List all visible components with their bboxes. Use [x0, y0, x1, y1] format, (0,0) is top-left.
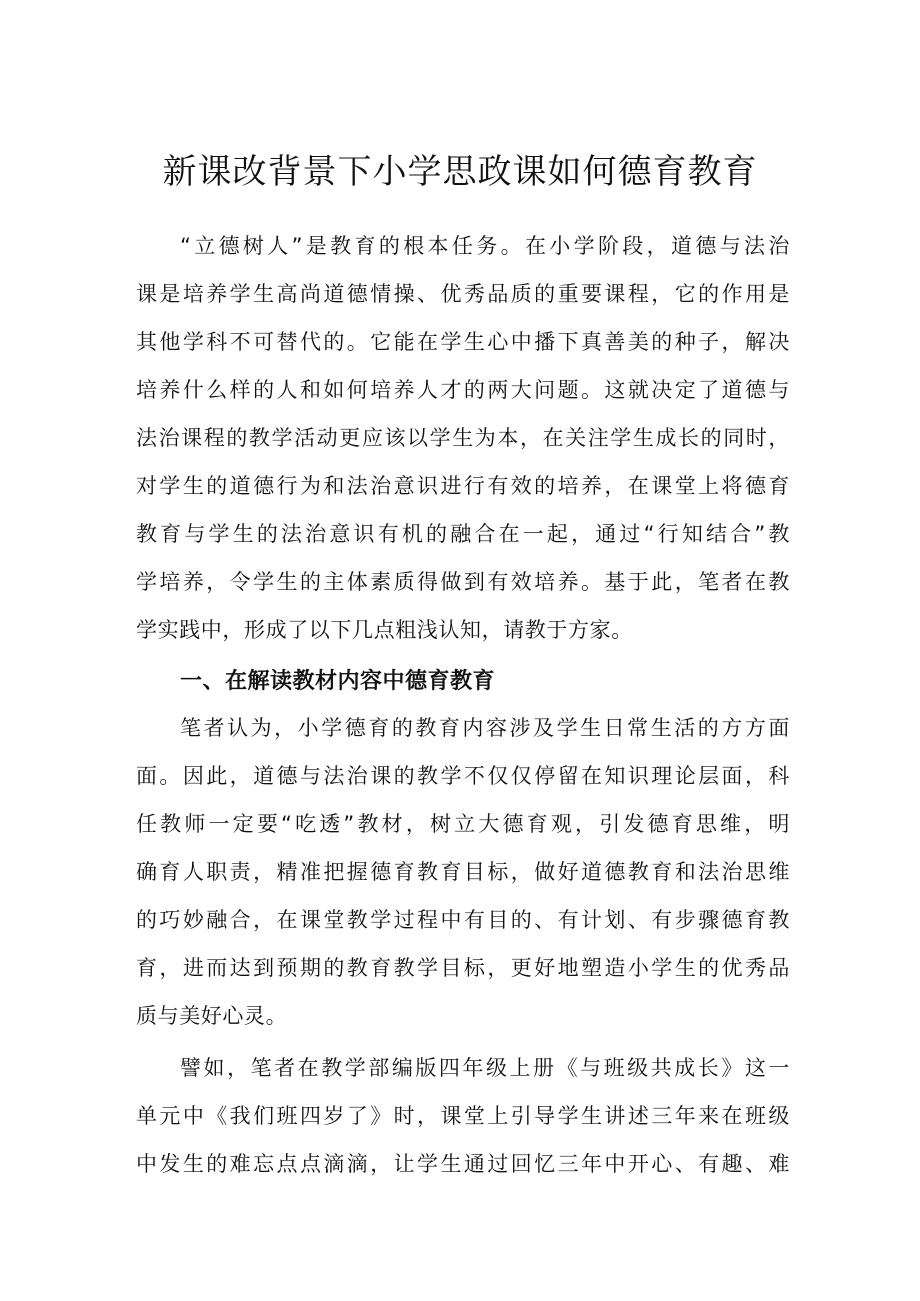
paragraph-line: 任教师一定要“吃透”教材，树立大德育观，引发德育思维，明 [136, 812, 790, 836]
paragraph-line: 培养什么样的人和如何培养人才的两大问题。这就决定了道德与 [136, 378, 790, 402]
paragraph-line: 育，进而达到预期的教育教学目标，更好地塑造小学生的优秀品 [136, 956, 790, 980]
section-paragraph [136, 704, 790, 1040]
paragraph-line: 中发生的难忘点点滴滴，让学生通过回忆三年中开心、有趣、难 [136, 1152, 790, 1176]
paragraph-line: 面。因此，道德与法治课的教学不仅仅停留在知识理论层面，科 [136, 764, 790, 788]
paragraph-line: 学培养，令学生的主体素质得做到有效培养。基于此，笔者在教 [136, 570, 790, 594]
example-paragraph [136, 1044, 790, 1188]
paragraph-line: 课是培养学生高尚道德情操、优秀品质的重要课程，它的作用是 [136, 282, 790, 306]
paragraph-line: 质与美好心灵。 [136, 1004, 288, 1028]
paragraph-line: 确育人职责，精准把握德育教育目标，做好道德教育和法治思维 [136, 860, 790, 884]
paragraph-line: “立德树人”是教育的根本任务。在小学阶段，道德与法治 [180, 234, 790, 258]
intro-paragraph [136, 222, 790, 654]
document-title: 新课改背景下小学思政课如何德育教育 [162, 152, 758, 192]
paragraph-line: 的巧妙融合，在课堂教学过程中有目的、有计划、有步骤德育教 [136, 908, 790, 932]
paragraph-line: 学实践中，形成了以下几点粗浅认知，请教于方家。 [136, 618, 633, 642]
section-heading: 一、在解读教材内容中德育教育 [180, 669, 496, 694]
paragraph-line: 笔者认为，小学德育的教育内容涉及学生日常生活的方方面 [180, 716, 790, 740]
paragraph-line: 法治课程的教学活动更应该以学生为本，在关注学生成长的同时， [136, 426, 790, 450]
paragraph-line: 单元中《我们班四岁了》时，课堂上引导学生讲述三年来在班级 [136, 1104, 790, 1128]
paragraph-line: 其他学科不可替代的。它能在学生心中播下真善美的种子，解决 [136, 330, 790, 354]
paragraph-line: 对学生的道德行为和法治意识进行有效的培养，在课堂上将德育 [136, 474, 790, 498]
paragraph-line: 譬如，笔者在教学部编版四年级上册《与班级共成长》这一 [180, 1056, 790, 1080]
paragraph-line: 教育与学生的法治意识有机的融合在一起，通过“行知结合”教 [136, 522, 790, 546]
